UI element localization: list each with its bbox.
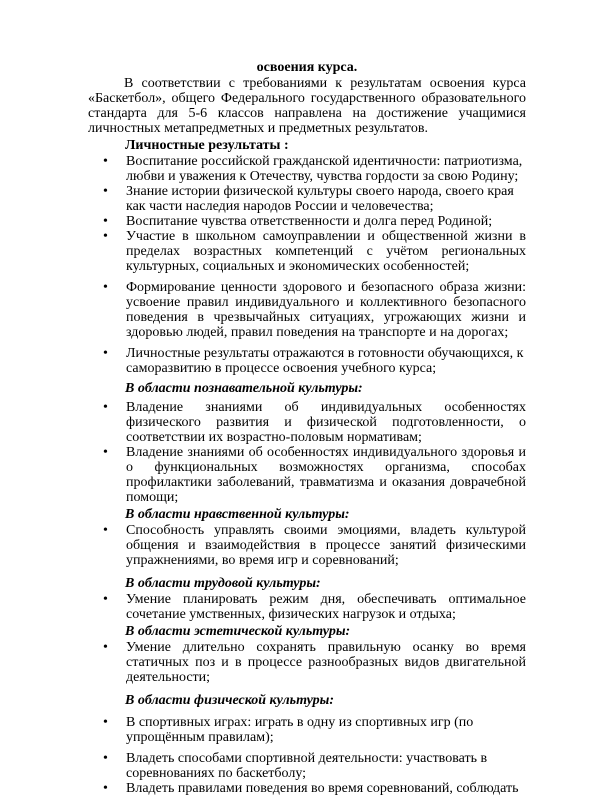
list-item: • Умение длительно сохранять правильную осанку во время статичных поз и в процессе разнообразных видов двигательной деятельности; — [103, 640, 526, 685]
bullet-icon: • — [103, 229, 108, 244]
list-item: • Владеть способами спортивной деятельности: участвовать в соревнованиях по баскетболу; — [103, 751, 488, 781]
bullet-icon: • — [103, 751, 108, 766]
bullet-icon: • — [103, 400, 108, 415]
bullet-icon: • — [103, 184, 108, 199]
personal-results-heading: Личностные результаты : — [125, 138, 289, 153]
intro-paragraph: В соответствии с требованиями к результатам освоения курса «Баскетбол», общего Федерального государственного образовательного стандарта для 5-6 классов направлена на достижение учащимися личностных метапредметных и предметных результатов. — [88, 76, 526, 136]
list-item: • Умение планировать режим дня, обеспечивать оптимальное сочетание умственных, физических нагрузок и отдыха; — [103, 592, 526, 622]
cognitive-culture-heading: В области познавательной культуры: — [125, 381, 363, 396]
list-item: • Личностные результаты отражаются в готовности обучающихся, к саморазвитию в процессе освоения учебного курса; — [103, 346, 524, 376]
list-item: • Владение знаниями об индивидуальных особенностях физического развития и физической подготовленности, о соответствии их возрастно-половым нормативам; — [103, 400, 526, 445]
bullet-icon: • — [103, 346, 108, 361]
list-item: • Воспитание российской гражданской идентичности: патриотизма, любви и уважения к Отечеству, чувства гордости за свою Родину; — [103, 154, 523, 184]
bullet-icon: • — [103, 154, 108, 169]
bullet-icon: • — [103, 640, 108, 655]
physical-culture-heading: В области физической культуры: — [125, 693, 335, 708]
list-item: • Владеть правилами поведения во время соревнований, соблюдать — [103, 781, 519, 796]
document-body — [88, 60, 526, 796]
list-item: • Участие в школьном самоуправлении и общественной жизни в пределах возрастных компетенций с учётом региональных культурных, социальных и экономических особенностей; — [103, 229, 526, 274]
bullet-icon: • — [103, 445, 108, 460]
list-item: • Знание истории физической культуры своего народа, своего края как части наследия народов России и человечества; — [103, 184, 514, 214]
list-item: • Владение знаниями об особенностях индивидуального здоровья и о функциональных возможностях организма, способах профилактики заболеваний, травматизма и оказания доврачебной помощи; — [103, 445, 526, 505]
bullet-icon: • — [103, 214, 108, 229]
section-title: освоения курса. — [256, 60, 358, 75]
list-item: • Формирование ценности здорового и безопасного образа жизни: усвоение правил индивидуального и коллективного безопасного поведения в чрезвычайных ситуациях, угрожающих жизни и здоровью людей, правил поведения на транспорте и на дорогах; — [103, 280, 526, 340]
bullet-icon: • — [103, 280, 108, 295]
bullet-icon: • — [103, 523, 108, 538]
list-item: • Способность управлять своими эмоциями, владеть культурой общения и взаимодействия в процессе занятий физическими упражнениями, во время игр и соревнований; — [103, 523, 526, 568]
list-item: • Воспитание чувства ответственности и долга перед Родиной; — [103, 214, 493, 229]
bullet-icon: • — [103, 781, 108, 796]
bullet-icon: • — [103, 715, 108, 730]
bullet-icon: • — [103, 592, 108, 607]
moral-culture-heading: В области нравственной культуры: — [125, 507, 350, 522]
aesthetic-culture-heading: В области эстетической культуры: — [125, 624, 351, 639]
list-item: • В спортивных играх: играть в одну из спортивных игр (по упрощённым правилам); — [103, 715, 474, 745]
labor-culture-heading: В области трудовой культуры: — [125, 576, 321, 591]
